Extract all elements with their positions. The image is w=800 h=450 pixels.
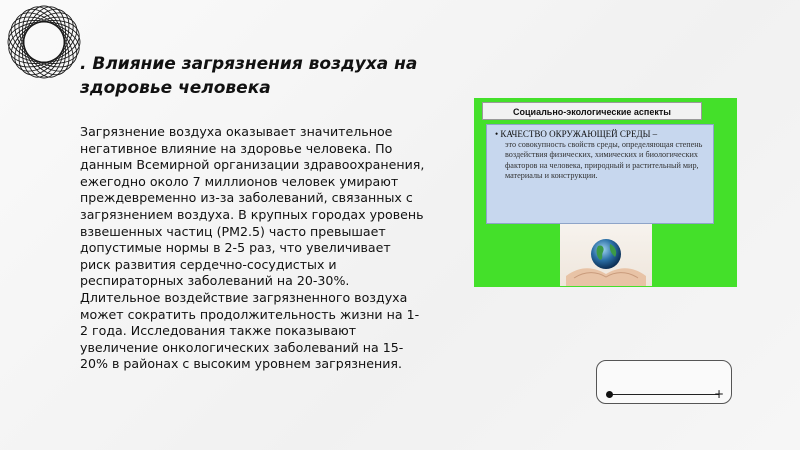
logo-ring <box>4 4 83 80</box>
embedded-slide-image <box>474 98 737 287</box>
slider-track[interactable] <box>609 394 719 395</box>
image-panel-header: Социально-экологические аспекты <box>482 102 702 120</box>
globe-hands-icon <box>560 224 652 286</box>
logo-ring <box>4 13 84 70</box>
slider-control[interactable] <box>596 360 732 404</box>
spirograph-logo-icon <box>4 4 84 80</box>
image-panel-definition <box>486 124 714 224</box>
definition-lead: • КАЧЕСТВО ОКРУЖАЮЩЕЙ СРЕДЫ – <box>495 129 658 139</box>
slider-handle[interactable] <box>606 391 613 398</box>
plus-icon[interactable]: + <box>714 387 725 401</box>
slide-title: . Влияние загрязнения воздуха на здоровье человека <box>80 54 418 98</box>
logo-ring <box>4 4 83 80</box>
definition-text: это совокупность свойств среды, определяющая степень воздействия физических, химических и биологических факторов на человека, природный и растительный мир, материалы и конструкции. <box>505 139 703 181</box>
logo-ring <box>15 4 72 80</box>
globe-in-hands-photo <box>560 224 652 286</box>
slide-body-text: Загрязнение воздуха оказывает значительное негативное влияние на здоровье человека. По данным Всемирной организации здравоохранения, ежегодно около 7 миллионов человек умирают преждевременно из-за заболеваний, связанных с загрязнением воздуха. В крупных городах уровень взвешенных частиц (PM2.5) часто превышает допустимые нормы в 2-5 раз, что увеличивает риск развития сердечно-сосудистых и респираторных заболеваний на 20-30%. Длительное воздействие загрязненного воздуха может сократить продолжительность жизни на 1-2 года. Исследования также показывают увеличение онкологических заболеваний на 15-20% в районах с высоким уровнем загрязнения. <box>80 124 425 372</box>
